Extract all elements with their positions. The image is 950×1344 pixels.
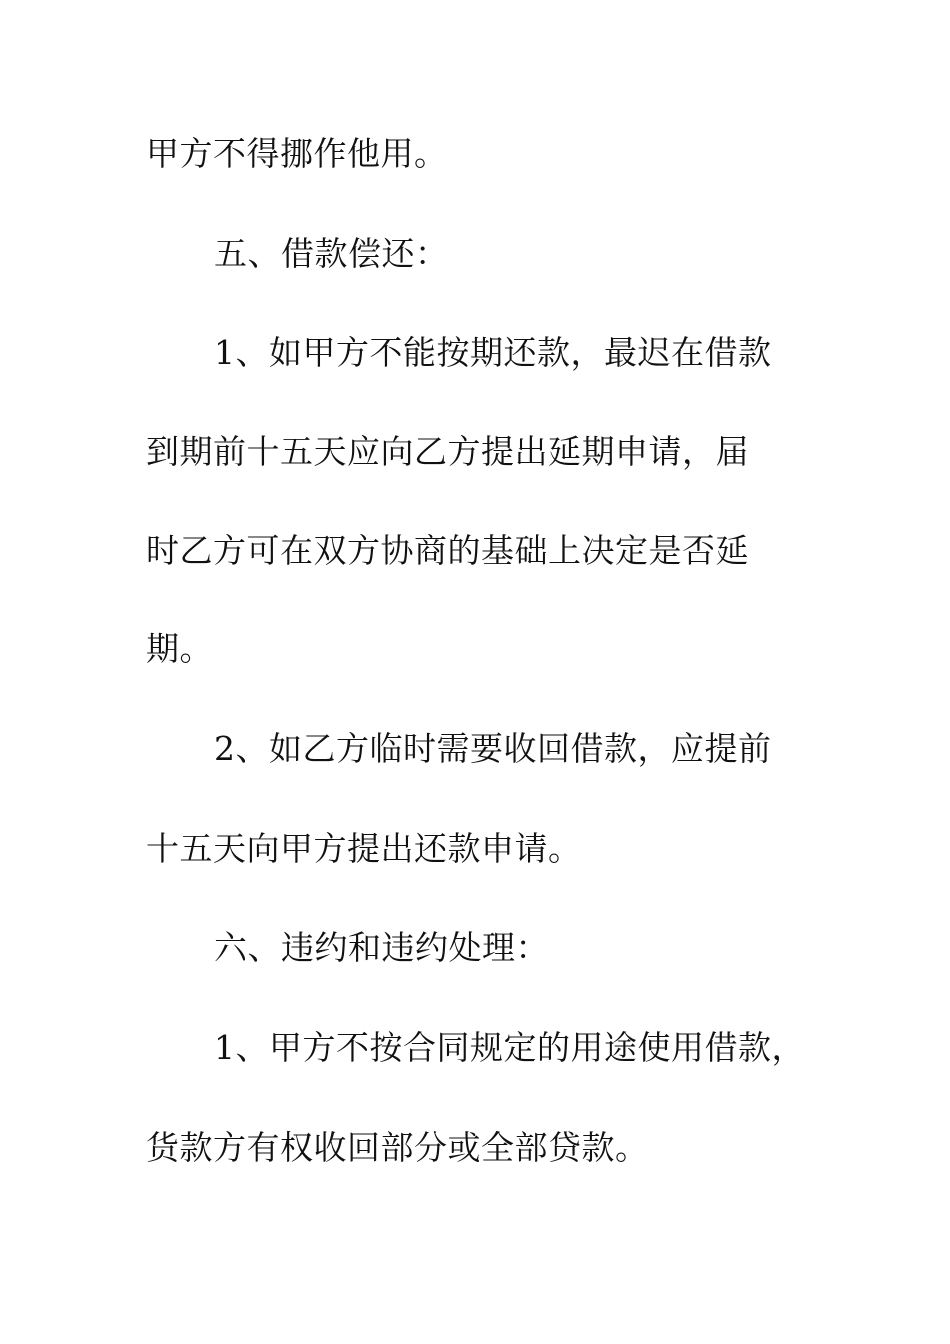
paragraph-line: 2、如乙方临时需要收回借款，应提前 <box>214 729 772 768</box>
paragraph-line: 到期前十五天应向乙方提出延期申请，届 <box>146 432 749 471</box>
paragraph-line: 期。 <box>146 629 213 668</box>
section-heading: 五、借款偿还： <box>214 234 449 273</box>
section-heading: 六、违约和违约处理： <box>214 928 549 967</box>
paragraph-line: 十五天向甲方提出还款申请。 <box>146 829 582 868</box>
paragraph-line: 甲方不得挪作他用。 <box>146 134 448 173</box>
paragraph-line: 1、甲方不按合同规定的用途使用借款， <box>214 1028 805 1067</box>
paragraph-line: 货款方有权收回部分或全部贷款。 <box>146 1128 649 1167</box>
paragraph-line: 时乙方可在双方协商的基础上决定是否延 <box>146 531 749 570</box>
paragraph-line: 1、如甲方不能按期还款，最迟在借款 <box>214 333 772 372</box>
